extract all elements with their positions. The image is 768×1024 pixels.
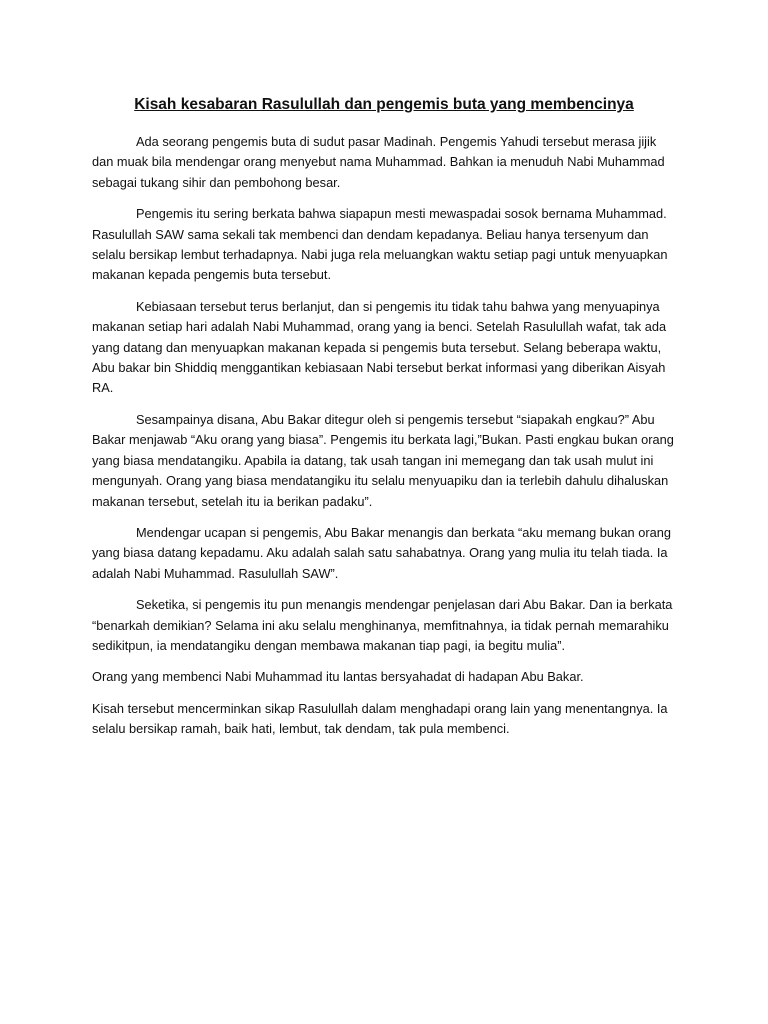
paragraph-6: Seketika, si pengemis itu pun menangis mendengar penjelasan dari Abu Bakar. Dan ia berkata “benarkah demikian? Selama ini aku selalu menghinanya, memfitnahnya, ia tidak pernah memarahiku sedikitpun, ia mendatangiku dengan membawa makanan tiap pagi, ia begitu mulia”. <box>92 597 673 653</box>
paragraph-8: Kisah tersebut mencerminkan sikap Rasulullah dalam menghadapi orang lain yang menentangnya. Ia selalu bersikap ramah, baik hati, lembut, tak dendam, tak pula membenci. <box>92 700 668 737</box>
paragraph-2: Pengemis itu sering berkata bahwa siapapun mesti mewaspadai sosok bernama Muhammad. Rasulullah SAW sama sekali tak membenci dan dendam kepadanya. Beliau hanya tersenyum dan selalu bersikap lembut terhadapnya. Nabi juga rela meluangkan waktu setiap pagi untuk menyuapkan makanan kepada pengemis buta tersebut. <box>92 206 668 283</box>
paragraph-7: Orang yang membenci Nabi Muhammad itu lantas bersyahadat di hadapan Abu Bakar. <box>92 669 584 685</box>
paragraph-5: Mendengar ucapan si pengemis, Abu Bakar menangis dan berkata “aku memang bukan orang yang biasa datang kepadamu. Aku adalah salah satu sahabatnya. Orang yang mulia itu telah tiada. Ia adalah Nabi Muhammad. Rasulullah SAW”. <box>92 524 671 581</box>
paragraph-3: Kebiasaan tersebut terus berlanjut, dan si pengemis itu tidak tahu bahwa yang menyuapinya makanan setiap hari adalah Nabi Muhammad, orang yang ia benci. Setelah Rasulullah wafat, tak ada yang datang dan menyuapkan makanan kepada si pengemis buta tersebut. Selang beberapa waktu, Abu bakar bin Shiddiq menggantikan kebiasaan Nabi tersebut berkat informasi yang diberikan Aisyah RA. <box>92 298 667 396</box>
paragraph-1: Ada seorang pengemis buta di sudut pasar Madinah. Pengemis Yahudi tersebut merasa jijik dan muak bila mendengar orang menyebut nama Muhammad. Bahkan ia menuduh Nabi Muhammad sebagai tukang sihir dan pembohong besar. <box>92 134 665 190</box>
paragraph-4: Sesampainya disana, Abu Bakar ditegur oleh si pengemis tersebut “siapakah engkau?” Abu Bakar menjawab “Aku orang yang biasa”. Pengemis itu berkata lagi,”Bukan. Pasti engkau bukan orang yang biasa mendatangiku. Apabila ia datang, tak usah tangan ini memegang dan tak usah mulut ini mengunyah. Orang yang biasa mendatangiku itu selalu menyuapiku dan ia terlebih dahulu dihaluskan makanan tersebut, setelah itu ia berikan padaku”. <box>92 411 674 509</box>
document-title: Kisah kesabaran Rasulullah dan pengemis buta yang membencinya <box>134 96 634 113</box>
